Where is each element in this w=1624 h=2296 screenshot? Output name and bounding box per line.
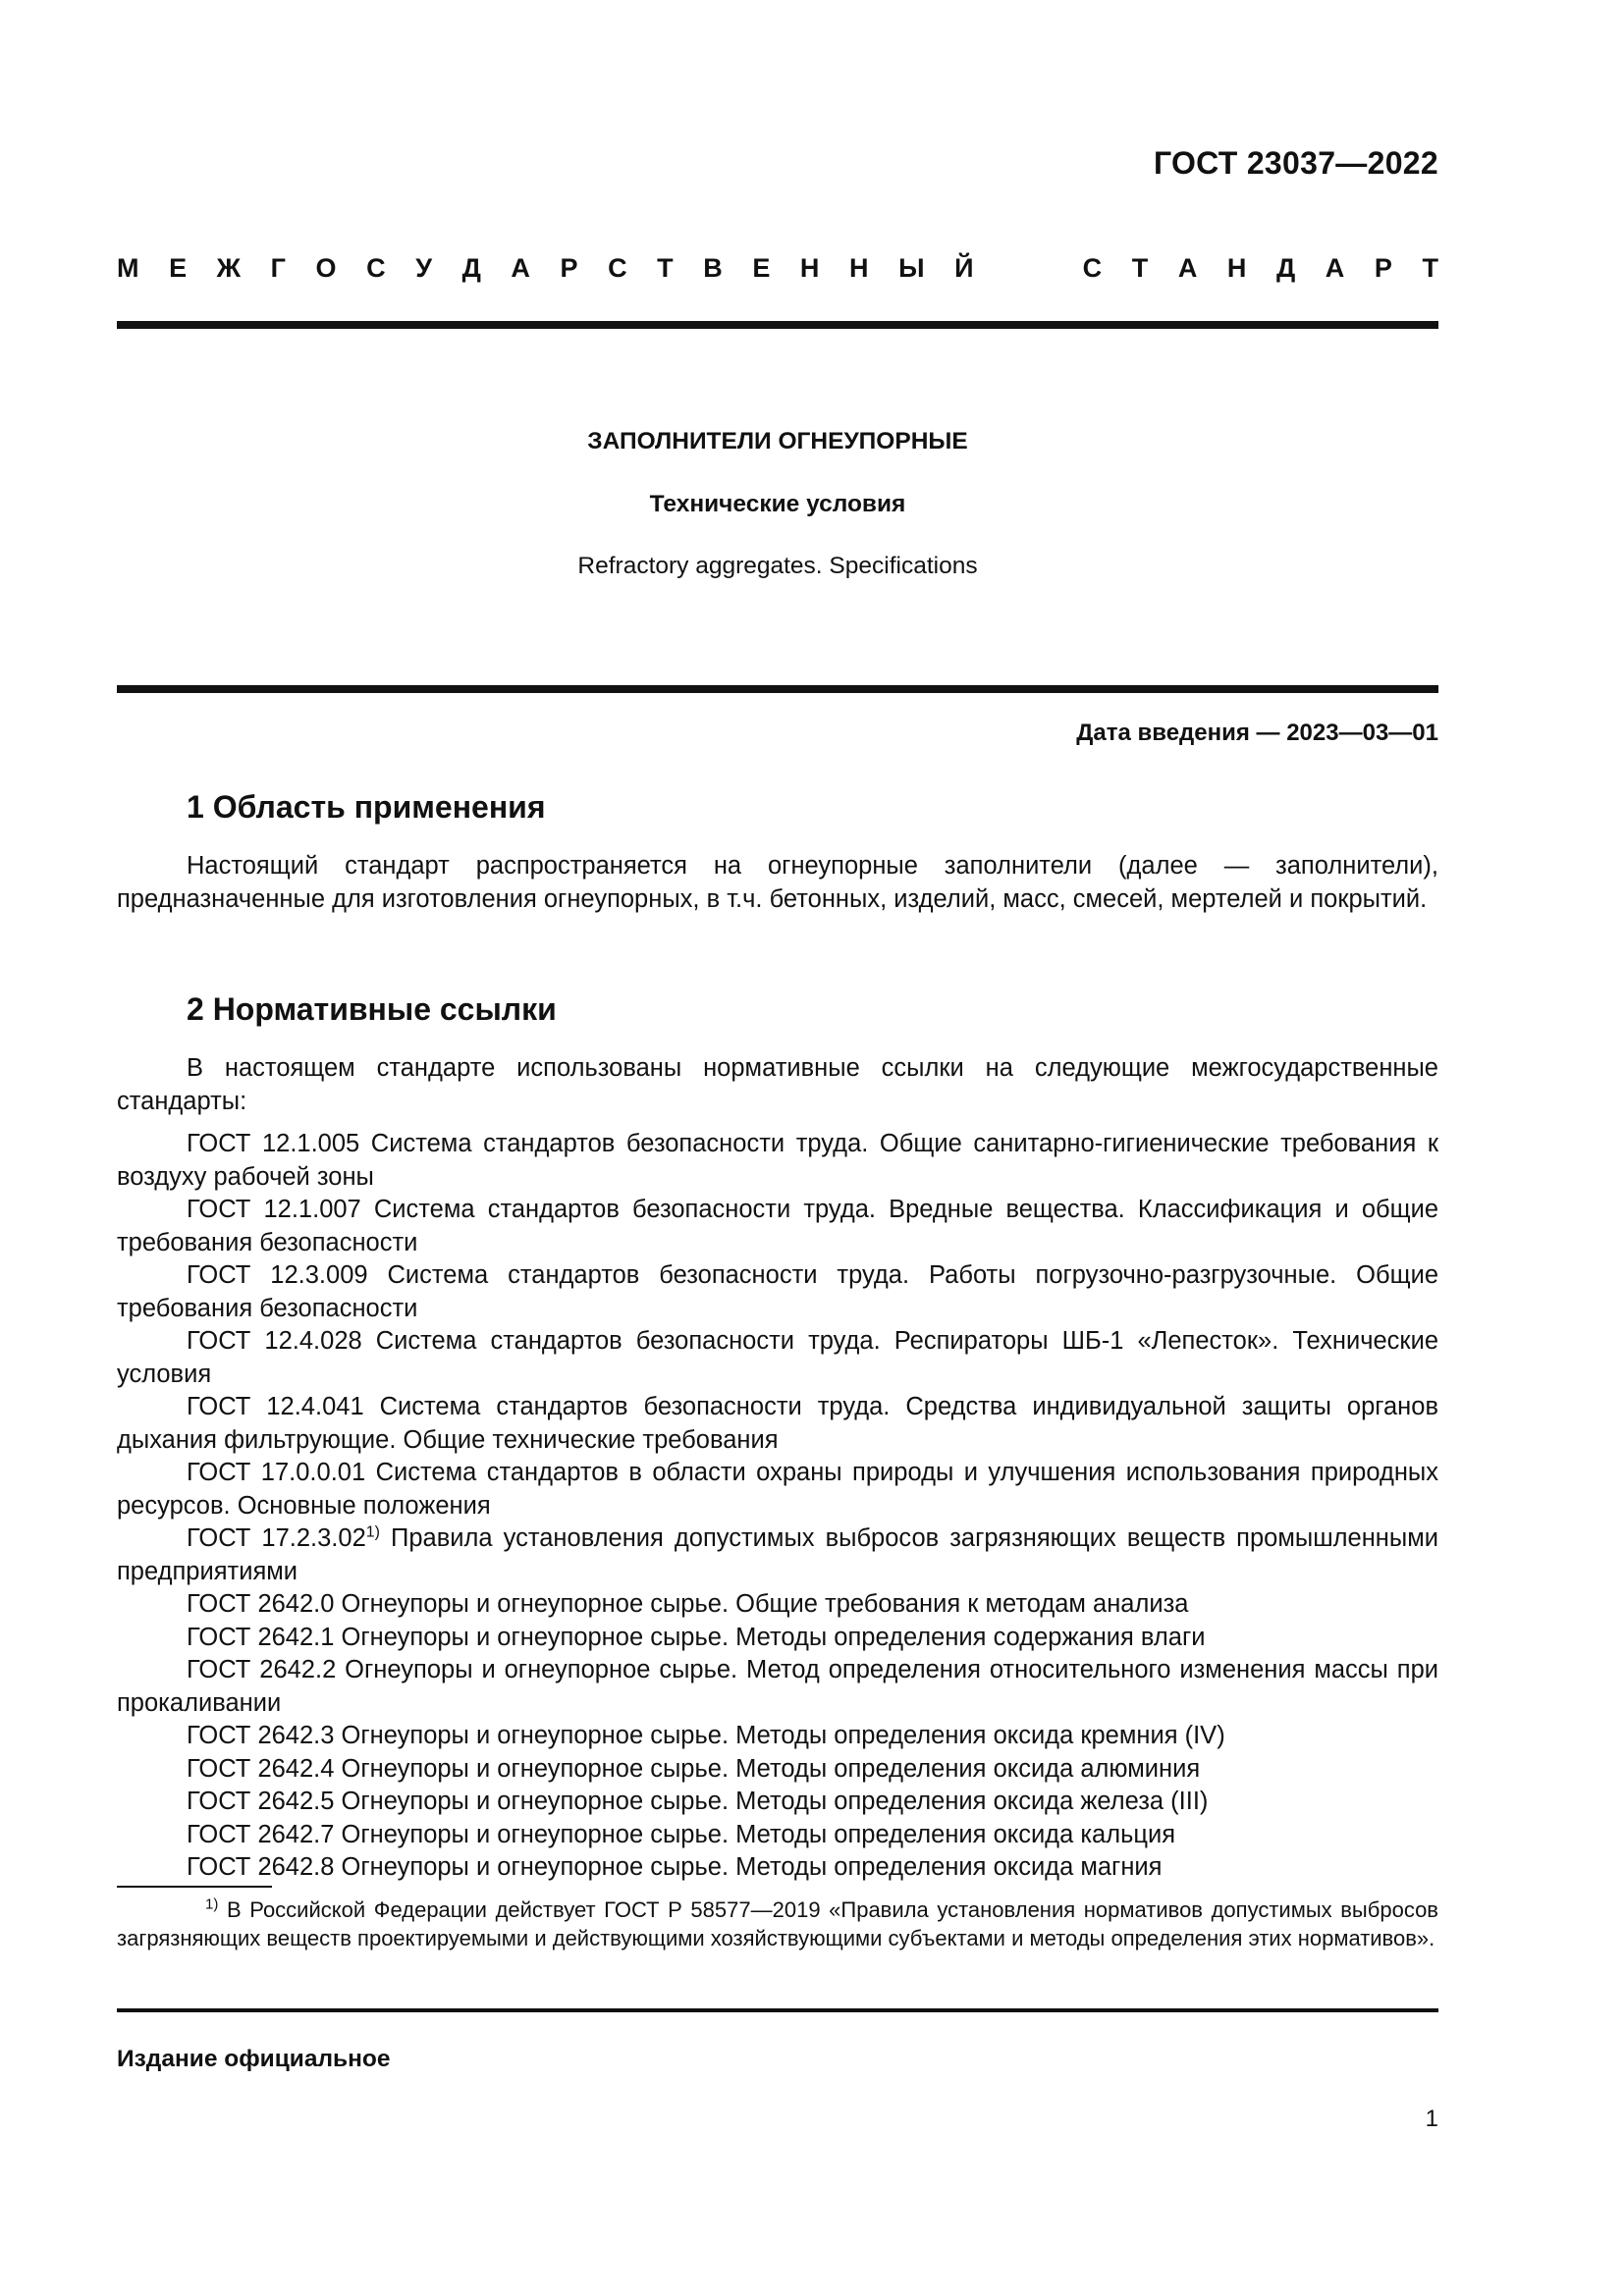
reference-code: ГОСТ 2642.8 [187,1853,335,1881]
reference-item [117,1194,1438,1259]
reference-item [117,1457,1438,1522]
banner-letter: Р [1374,253,1392,283]
reference-text: Система стандартов безопасности труда. Вредные вещества. Классификация и общие требования безопасности [117,1196,1439,1256]
section-2-heading: 2 Нормативные ссылки [187,991,557,1027]
banner-letter: Д [461,253,481,283]
reference-code: ГОСТ 2642.4 [187,1754,335,1783]
reference-text: Огнеупоры и огнеупорное сырье. Методы определения оксида алюминия [334,1754,1201,1783]
page-number: 1 [1425,2106,1438,2132]
reference-code: ГОСТ 2642.3 [187,1722,335,1749]
reference-code: ГОСТ 12.4.028 [187,1327,362,1355]
reference-code: ГОСТ 12.1.007 [187,1196,361,1223]
reference-item [117,1128,1438,1194]
banner-letter: Е [169,253,188,283]
reference-item [117,1786,1438,1819]
footnote [117,1896,1438,1952]
header-divider [117,321,1438,329]
introduction-date: Дата введения — 2023—03—01 [1076,720,1438,746]
banner-letter: Н [1226,253,1247,283]
reference-item [117,1753,1438,1787]
banner-letter: В [703,253,723,283]
banner-letter: Г [270,253,286,283]
reference-text: Огнеупоры и огнеупорное сырье. Метод определения относительного изменения массы при прокаливании [117,1656,1438,1717]
section-2-intro [117,1052,1438,1118]
reference-item [117,1819,1438,1852]
section-1-body [117,850,1438,916]
reference-text: Система стандартов безопасности труда. Работы погрузочно-разгрузочные. Общие требования безопасности [117,1261,1439,1322]
reference-item [117,1851,1438,1885]
footnote-text: В Российской Федерации действует ГОСТ Р 58577—2019 «Правила установления нормативов допустимых выбросов загрязняющих веществ проектируемыми и действующими хозяйствующими субъектами и методы определения этих нормативов». [117,1897,1438,1950]
banner-letter: Р [560,253,578,283]
reference-item [117,1522,1438,1588]
reference-item [117,1588,1438,1622]
section-2-intro-paragraph: В настоящем стандарте использованы нормативные ссылки на следующие межгосударственные стандарты: [117,1054,1438,1115]
reference-text: Система стандартов в области охраны природы и улучшения использования природных ресурсов. Основные положения [117,1459,1439,1520]
document-subtitle: Технические условия [649,491,906,517]
footnote-paragraph [117,1896,1438,1952]
reference-item [117,1654,1438,1720]
reference-code: ГОСТ 17.2.3.02 [187,1524,366,1552]
reference-text: Система стандартов безопасности труда. Средства индивидуальной защиты органов дыхания фильтрующие. Общие технические требования [117,1393,1438,1454]
reference-code: ГОСТ 2642.2 [187,1656,337,1683]
footnote-marker[interactable]: 1) [365,1523,380,1541]
footnote-separator [117,1886,272,1888]
reference-item [117,1622,1438,1655]
banner-letter: Ж [216,253,242,283]
reference-item [117,1259,1438,1325]
reference-code: ГОСТ 2642.0 [187,1590,335,1618]
normative-references-list [117,1128,1438,1885]
official-edition-label: Издание официальное [117,2046,391,2072]
banner-letter: Т [1422,253,1438,283]
reference-code: ГОСТ 2642.5 [187,1788,335,1815]
banner-letter: Т [657,253,674,283]
banner-letter: С [1082,253,1103,283]
banner-letter: А [511,253,530,283]
banner-letter: Н [849,253,869,283]
banner-word-gap [1003,253,1053,284]
section-1-heading: 1 Область применения [187,789,546,825]
footer-divider [117,2008,1438,2012]
reference-text: Система стандартов безопасности труда. Общие санитарно-гигиенические требования к воздуху рабочей зоны [117,1130,1438,1191]
banner-letter: А [1325,253,1345,283]
banner-letter: Т [1131,253,1149,283]
document-english-title: Refractory aggregates. Specifications [577,553,978,579]
banner-letter: Ы [898,253,925,283]
reference-text: Огнеупоры и огнеупорное сырье. Методы определения оксида магния [334,1853,1163,1881]
banner-letter: О [315,253,337,283]
reference-item [117,1391,1438,1457]
banner-letter: М [117,253,139,283]
title-divider [117,685,1438,693]
banner-letter: С [608,253,627,283]
banner-letter: А [1177,253,1198,283]
reference-text: Огнеупоры и огнеупорное сырье. Методы определения содержания влаги [334,1623,1206,1651]
banner-letter: Н [799,253,820,283]
reference-text: Огнеупоры и огнеупорное сырье. Методы определения оксида кальция [334,1820,1176,1848]
reference-code: ГОСТ 17.0.0.01 [187,1459,366,1486]
banner-letter: Д [1275,253,1296,283]
standard-code: ГОСТ 23037—2022 [1153,145,1438,181]
document-title: ЗАПОЛНИТЕЛИ ОГНЕУПОРНЫЕ [587,428,968,454]
banner-letter: С [366,253,386,283]
reference-text: Система стандартов безопасности труда. Респираторы ШБ-1 «Лепесток». Технические условия [117,1327,1438,1388]
reference-item [117,1720,1438,1753]
reference-text: Огнеупоры и огнеупорное сырье. Методы определения оксида кремния (IV) [334,1722,1225,1749]
banner-letter: У [415,253,433,283]
interstate-standard-banner [117,253,1438,284]
reference-code: ГОСТ 12.3.009 [187,1261,368,1289]
reference-code: ГОСТ 12.4.041 [187,1393,364,1420]
banner-letter: Е [752,253,771,283]
reference-code: ГОСТ 2642.7 [187,1820,335,1848]
footnote-mark: 1) [205,1896,219,1913]
section-1-paragraph: Настоящий стандарт распространяется на огнеупорные заполнители (далее — заполнители), предназначенные для изготовления огнеупорных, в т.ч. бетонных, изделий, масс, смесей, мертелей и покрытий. [117,852,1438,913]
reference-code: ГОСТ 2642.1 [187,1623,335,1651]
reference-text: Огнеупоры и огнеупорное сырье. Методы определения оксида железа (III) [334,1788,1209,1815]
reference-text: Огнеупоры и огнеупорное сырье. Общие требования к методам анализа [334,1590,1189,1618]
reference-code: ГОСТ 12.1.005 [187,1130,360,1157]
banner-letter: Й [954,253,974,283]
reference-item [117,1325,1438,1391]
reference-text: Правила установления допустимых выбросов загрязняющих веществ промышленными предприятиями [117,1524,1438,1585]
